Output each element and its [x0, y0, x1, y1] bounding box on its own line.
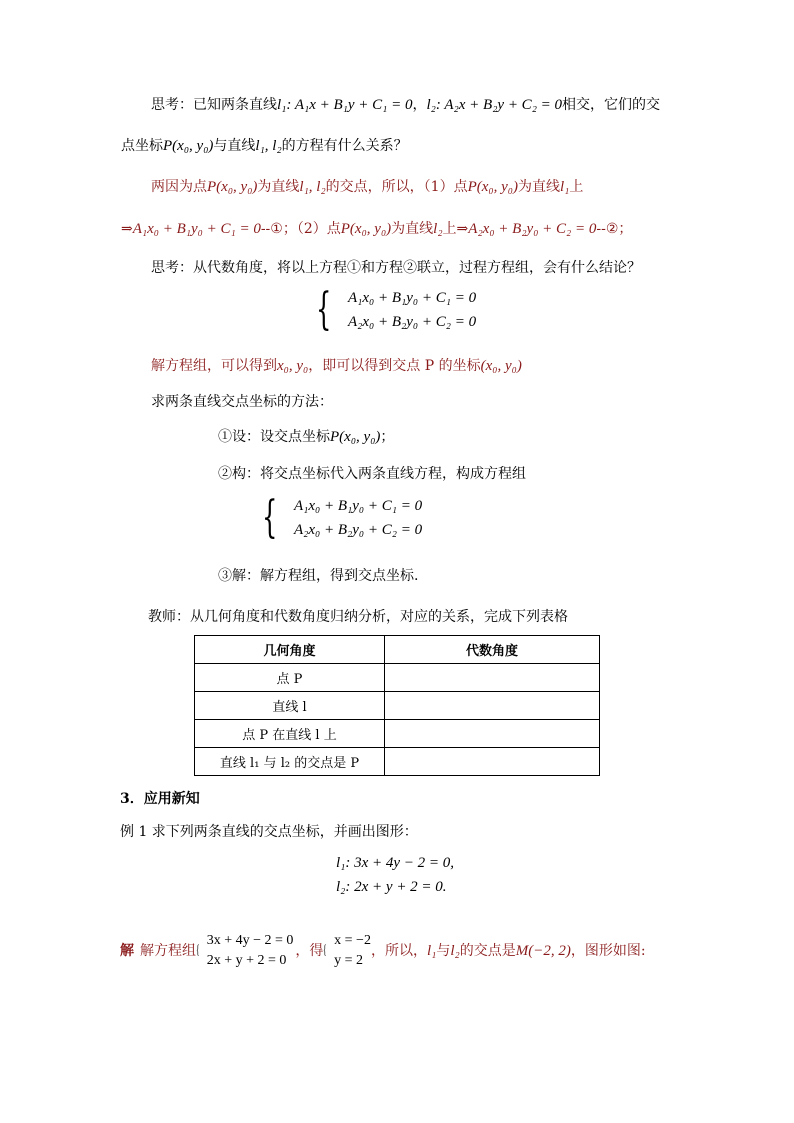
lines-l1-l2: l₁, l₂: [299, 179, 326, 195]
point-p: P(x₀, y₀): [330, 429, 381, 445]
line-l2: l₂: [433, 221, 443, 237]
system-equation: A₁x₀ + B₁y₀ + C₁ = 0: [294, 498, 423, 514]
equation-system-1: [316, 286, 476, 334]
table-row: [195, 664, 600, 692]
table-header: 代数角度: [385, 636, 600, 664]
text-segment: 为直线: [518, 179, 560, 195]
table-cell-empty[interactable]: [385, 748, 600, 776]
text-segment: 的交点，所以，（1）点: [325, 179, 468, 195]
implies-arrow: ⇒: [456, 221, 469, 237]
equation-2-marker: --②；: [596, 221, 633, 237]
result-equation: y = 2: [334, 953, 364, 968]
answer-line2: [121, 219, 632, 239]
correspondence-table: [194, 635, 600, 776]
text-segment: 与直线: [213, 138, 256, 154]
line-l2: l₂: [450, 943, 460, 959]
left-brace: {: [316, 284, 332, 335]
example-line-l1: l₁: 3x + 4y − 2 = 0,: [336, 855, 455, 871]
table-row: [195, 720, 600, 748]
system-equation: 3x + 4y − 2 = 0: [206, 933, 294, 948]
table-header-row: [195, 636, 600, 664]
left-brace: {: [262, 492, 278, 543]
method-step-3: ③解：解方程组，得到交点坐标.: [218, 568, 419, 584]
text-segment: 的交点是: [459, 943, 516, 959]
text-segment: ，即可以得到交点 P 的坐标: [308, 358, 481, 374]
answer-line1: [151, 177, 583, 197]
text-segment: 上: [442, 221, 457, 237]
text-segment: 点坐标: [121, 138, 163, 154]
think-question-2: 思考：从代数角度，将以上方程①和方程②联立，过程方程组，会有什么结论？: [151, 260, 641, 276]
system-equation: A₁x₀ + B₁y₀ + C₁ = 0: [348, 290, 477, 306]
example-1-prompt: [120, 822, 418, 842]
text-segment: 上: [569, 179, 584, 195]
table-header: 几何角度: [195, 636, 385, 664]
result-equation: x = −2: [334, 933, 371, 948]
equation-1-marker: --①；（2）点: [260, 221, 341, 237]
text-segment: ，图形如图:: [570, 943, 646, 959]
line-l1: l₁: [560, 179, 570, 195]
think-question-line1: [151, 95, 660, 115]
table-cell-empty[interactable]: [385, 692, 600, 720]
solution-line: [120, 931, 646, 971]
text-segment: 解方程组，可以得到: [151, 358, 277, 374]
method-step-1: [218, 427, 394, 447]
left-brace: {: [323, 943, 328, 958]
text-segment: 两因为点: [151, 179, 207, 195]
method-title: 求两条直线交点坐标的方法：: [151, 394, 333, 410]
solution-label: 解: [120, 943, 134, 959]
table-cell: 点 P 在直线 l 上: [195, 720, 385, 748]
think-suffix: 相交，它们的交: [562, 97, 661, 113]
point-p: P(x₀, y₀): [467, 179, 518, 195]
point-p: P(x₀, y₀): [207, 179, 258, 195]
left-brace: {: [196, 943, 200, 958]
table-row: [195, 692, 600, 720]
table-row: [195, 748, 600, 776]
coordinates: (x₀, y₀): [480, 358, 522, 374]
method-step-2: ②构：将交点坐标代入两条直线方程，构成方程组: [218, 466, 526, 482]
table-cell: 直线 l: [195, 692, 385, 720]
think-question-line2: [121, 136, 408, 156]
table-cell: 点 P: [195, 664, 385, 692]
equation-system-2: [262, 494, 422, 542]
separator: ，: [412, 97, 427, 113]
system-equation: A₂x₀ + B₂y₀ + C₂ = 0: [294, 522, 423, 538]
text-segment: 解方程组: [140, 943, 196, 959]
text-segment: 与: [436, 943, 451, 959]
text-segment: 为直线: [391, 221, 434, 237]
example-line-l2: l₂: 2x + y + 2 = 0.: [336, 879, 447, 895]
implies-arrow: ⇒: [121, 221, 133, 237]
variables: x₀, y₀: [277, 358, 309, 374]
solve-line: [151, 356, 522, 376]
text-segment: ；: [380, 429, 395, 445]
equation-1: A₁x₀ + B₁y₀ + C₁ = 0: [132, 221, 261, 237]
table-cell-empty[interactable]: [385, 720, 600, 748]
table-cell-empty[interactable]: [385, 664, 600, 692]
lines-l1-l2: l₁, l₂: [255, 138, 282, 154]
line-l2-equation: l₂: A₂x + B₂y + C₂ = 0: [426, 97, 563, 113]
text-segment: ①设：设交点坐标: [218, 429, 330, 445]
example-text: 例 1 求下列两条直线的交点坐标，并画出图形：: [120, 824, 418, 840]
line-l1: l₁: [426, 943, 437, 959]
teacher-instruction: 教师：从几何角度和代数角度归纳分析，对应的关系，完成下列表格: [148, 609, 568, 625]
system-equation: A₂x₀ + B₂y₀ + C₂ = 0: [348, 314, 477, 330]
line-l1-equation: l₁: A₁x + B₁y + C₁ = 0: [277, 97, 413, 113]
solution-system: [196, 931, 293, 971]
solution-result: [323, 931, 371, 971]
table-cell: 直线 l₁ 与 l₂ 的交点是 P: [195, 748, 385, 776]
equation-2: A₂x₀ + B₂y₀ + C₂ = 0: [468, 221, 597, 237]
text-segment: ，得: [295, 943, 324, 959]
text-segment: ，所以，: [370, 943, 427, 959]
think-prefix: 思考：已知两条直线: [151, 97, 277, 113]
text-segment: 为直线: [257, 179, 300, 195]
text-segment: 的方程有什么关系？: [281, 138, 408, 154]
point-p: P(x₀, y₀): [340, 221, 392, 237]
point-p: P(x₀, y₀): [163, 138, 214, 154]
section-heading: 3．应用新知: [120, 791, 200, 807]
intersection-point: M(−2, 2): [515, 943, 571, 959]
system-equation: 2x + y + 2 = 0: [206, 953, 287, 968]
